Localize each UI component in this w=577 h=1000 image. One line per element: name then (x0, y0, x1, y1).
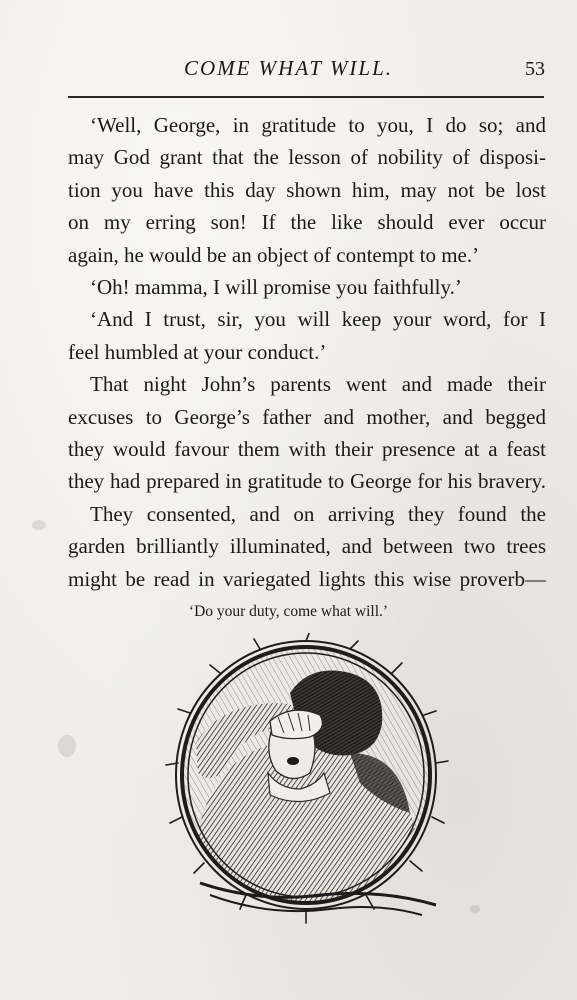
text-line: ‘And I trust, sir, you will keep your word, for I (90, 307, 546, 332)
text-line: feel humbled at your conduct.’ (68, 339, 327, 364)
text-line: they had prepared in gratitude to George for his bravery. (68, 469, 546, 494)
text-line: may God grant that the lesson of nobility of disposi- (68, 145, 546, 170)
paper-speck (32, 520, 46, 530)
text-line: tion you have this day shown him, may not be lost (68, 177, 546, 202)
paper-speck (58, 735, 76, 757)
text-line: they would favour them with their presence at a feast (68, 437, 546, 462)
paragraph (68, 498, 546, 595)
paragraph (68, 109, 546, 271)
paragraph (68, 271, 546, 303)
text-line: excuses to George’s father and mother, and begged (68, 404, 546, 429)
running-title: COME WHAT WILL. (183, 56, 394, 80)
text-line: on my erring son! If the like should ever occur (68, 210, 546, 235)
boy-in-thorn-wreath-illustration (160, 633, 452, 925)
text-line: That night John’s parents went and made their (90, 372, 546, 397)
text-line: might be read in variegated lights this wise proverb— (68, 566, 546, 591)
page-number: 53 (525, 58, 545, 80)
text-line: again, he would be an object of contempt to me.’ (68, 242, 480, 267)
text-line: ‘Well, George, in gratitude to you, I do so; and (90, 113, 546, 137)
text-line: garden brilliantly illuminated, and between two trees (68, 534, 546, 559)
paragraph (68, 368, 546, 498)
text-line: ‘Oh! mamma, I will promise you faithfully.’ (90, 275, 462, 300)
paper-speck (470, 905, 480, 913)
body-text (68, 109, 546, 595)
header-rule (68, 96, 544, 98)
motto: ‘Do your duty, come what will.’ (188, 603, 389, 620)
text-line: They consented, and on arriving they found the (90, 501, 546, 526)
paragraph (68, 303, 546, 368)
